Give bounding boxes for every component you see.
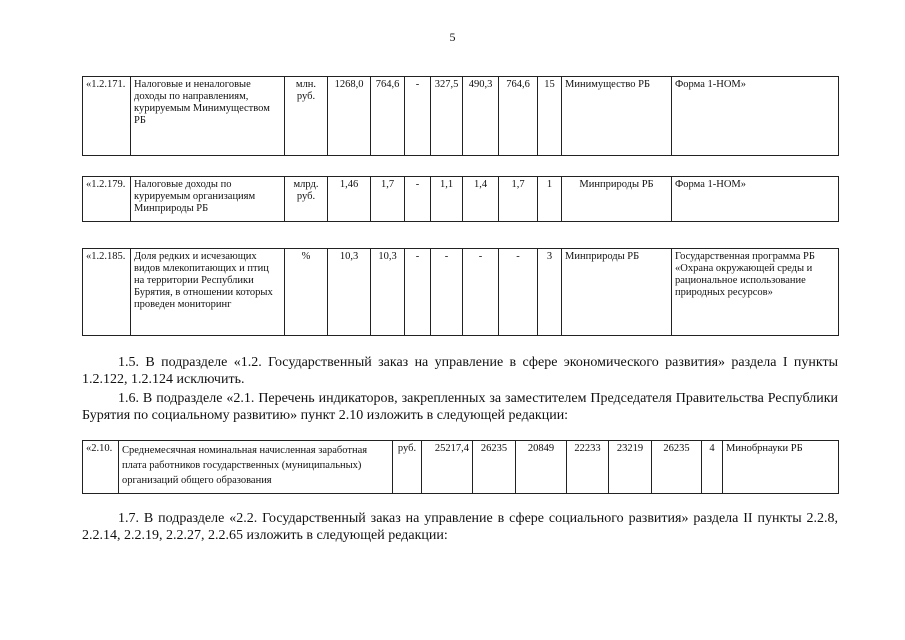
- table-row: [83, 77, 839, 156]
- item-code: «1.2.185.: [83, 249, 131, 336]
- value-cell: 490,3: [463, 77, 499, 156]
- value-cell: -: [405, 249, 431, 336]
- value-cell: -: [499, 249, 538, 336]
- value-cell: 1,1: [431, 177, 463, 222]
- responsible-cell: Минприроды РБ: [562, 249, 672, 336]
- unit: млн. руб.: [285, 77, 328, 156]
- value-cell: 26235: [652, 441, 702, 494]
- page-number: 5: [449, 30, 456, 44]
- number-cell: 1: [538, 177, 562, 222]
- number-cell: 15: [538, 77, 562, 156]
- source-form-cell: Форма 1-НОМ»: [672, 77, 839, 156]
- unit: руб.: [393, 441, 422, 494]
- value-cell: -: [405, 77, 431, 156]
- value-cell: 26235: [473, 441, 516, 494]
- value-cell: 1,46: [328, 177, 371, 222]
- value-cell: 22233: [567, 441, 609, 494]
- value-cell: 10,3: [328, 249, 371, 336]
- value-cell: 10,3: [371, 249, 405, 336]
- responsible-cell: Минприроды РБ: [562, 177, 672, 222]
- indicator-name: Среднемесячная номинальная начисленная заработная плата работников государственных (муниципальных) организаций общего образования: [119, 441, 393, 494]
- paragraph-1-7: 1.7. В подразделе «2.2. Государственный заказ на управление в сфере социального развития» раздела II пункты 2.2.8, 2.2.14, 2.2.19, 2.2.27, 2.2.65 изложить в следующей редакции:: [82, 511, 838, 543]
- value-cell: 1,4: [463, 177, 499, 222]
- value-cell: 764,6: [371, 77, 405, 156]
- unit: млрд. руб.: [285, 177, 328, 222]
- paragraph-1-5: 1.5. В подразделе «1.2. Государственный заказ на управление в сфере экономического развития» раздела I пункты 1.2.122, 1.2.124 исключить.: [82, 355, 838, 387]
- value-cell: 23219: [609, 441, 652, 494]
- responsible-cell: Минимущество РБ: [562, 77, 672, 156]
- value-cell: 1,7: [499, 177, 538, 222]
- value-cell: 1,7: [371, 177, 405, 222]
- unit: %: [285, 249, 328, 336]
- item-code: «2.10.: [83, 441, 119, 494]
- indicator-table-1-2-179: [82, 176, 839, 222]
- table-row: [83, 441, 839, 494]
- source-form-cell: Форма 1-НОМ»: [672, 177, 839, 222]
- value-cell: 20849: [516, 441, 567, 494]
- indicator-name: Налоговые и неналоговые доходы по направлениям, курируемым Минимуществом РБ: [131, 77, 285, 156]
- table-row: [83, 177, 839, 222]
- value-cell: 1268,0: [328, 77, 371, 156]
- item-code: «1.2.171.: [83, 77, 131, 156]
- value-cell: -: [431, 249, 463, 336]
- number-cell: 3: [538, 249, 562, 336]
- indicator-table-2-10: [82, 440, 839, 494]
- responsible-cell: Минобрнауки РБ: [723, 441, 839, 494]
- indicator-table-1-2-171: [82, 76, 839, 156]
- value-cell: 764,6: [499, 77, 538, 156]
- indicator-name: Доля редких и исчезающих видов млекопитающих и птиц на территории Республики Бурятия, в отношении которых проведен мониторинг: [131, 249, 285, 336]
- number-cell: 4: [702, 441, 723, 494]
- indicator-table-1-2-185: [82, 248, 839, 336]
- table-row: [83, 249, 839, 336]
- value-cell: -: [405, 177, 431, 222]
- item-code: «1.2.179.: [83, 177, 131, 222]
- paragraph-1-6: 1.6. В подразделе «2.1. Перечень индикаторов, закрепленных за заместителем Председателя Правительства Республики Бурятия по социальному развитию» пункт 2.10 изложить в следующей редакции:: [82, 391, 838, 423]
- value-cell: 327,5: [431, 77, 463, 156]
- value-cell: -: [463, 249, 499, 336]
- indicator-name: Налоговые доходы по курируемым организациям Минприроды РБ: [131, 177, 285, 222]
- source-form-cell: Государственная программа РБ «Охрана окружающей среды и рациональное использование природных ресурсов»: [672, 249, 839, 336]
- value-cell: 25217,4: [422, 441, 473, 494]
